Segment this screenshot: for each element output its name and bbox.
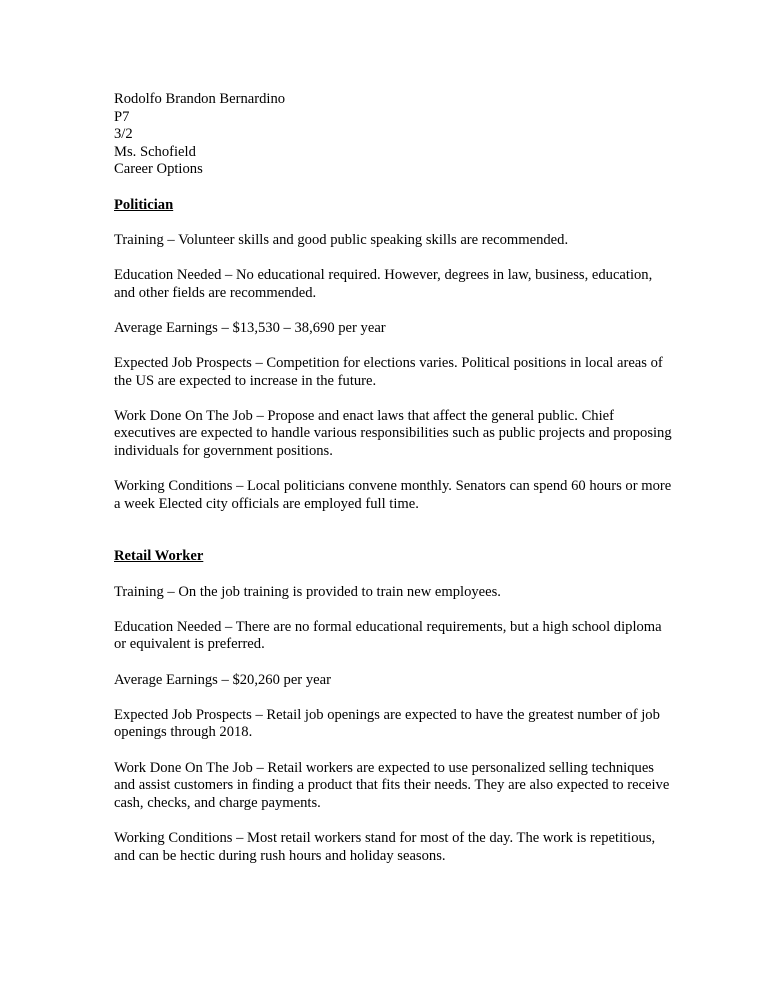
section-heading: Retail Worker — [114, 548, 204, 565]
section-retail-worker — [114, 548, 674, 865]
student-name: Rodolfo Brandon Bernardino — [114, 91, 286, 107]
section-paragraph: Average Earnings – $13,530 – 38,690 per year — [114, 319, 386, 336]
section-paragraph: Working Conditions – Most retail workers stand for most of the day. The work is repetitious, and can be hectic during rush hours and holiday seasons. — [114, 829, 656, 864]
section-paragraph: Education Needed – No educational required. However, degrees in law, business, education, and other fields are recommended. — [114, 266, 653, 301]
section-paragraph: Training – On the job training is provided to train new employees. — [114, 583, 501, 600]
document-title: Career Options — [114, 161, 203, 178]
section-paragraph: Working Conditions – Local politicians convene monthly. Senators can spend 60 hours or more a week Elected city officials are employed full time. — [114, 478, 672, 512]
teacher-name: Ms. Schofield — [114, 143, 196, 160]
section-paragraph: Expected Job Prospects – Retail job openings are expected to have the greatest number of job openings through 2018. — [114, 706, 660, 741]
section-paragraph: Work Done On The Job – Retail workers are expected to use personalized selling techniques and assist customers in finding a product that fits their needs. They are also expected to receive cash, checks, and charge payments. — [114, 759, 670, 811]
section-paragraph: Expected Job Prospects – Competition for elections varies. Political positions in local areas of the US are expected to increase in the future. — [114, 354, 663, 389]
section-politician — [114, 197, 674, 514]
section-spacer — [114, 513, 674, 531]
class-period: P7 — [114, 108, 130, 125]
document-header — [114, 91, 674, 179]
section-paragraph: Average Earnings – $20,260 per year — [114, 671, 331, 688]
section-heading: Politician — [114, 196, 174, 213]
section-paragraph: Education Needed – There are no formal educational requirements, but a high school diploma or equivalent is preferred. — [114, 618, 662, 653]
document-page — [114, 91, 674, 865]
section-paragraph: Training – Volunteer skills and good public speaking skills are recommended. — [114, 231, 569, 248]
document-date: 3/2 — [114, 126, 133, 143]
section-paragraph: Work Done On The Job – Propose and enact laws that affect the general public. Chief executives are expected to handle various responsibilities such as public projects and proposing individuals for government positions. — [114, 407, 672, 459]
